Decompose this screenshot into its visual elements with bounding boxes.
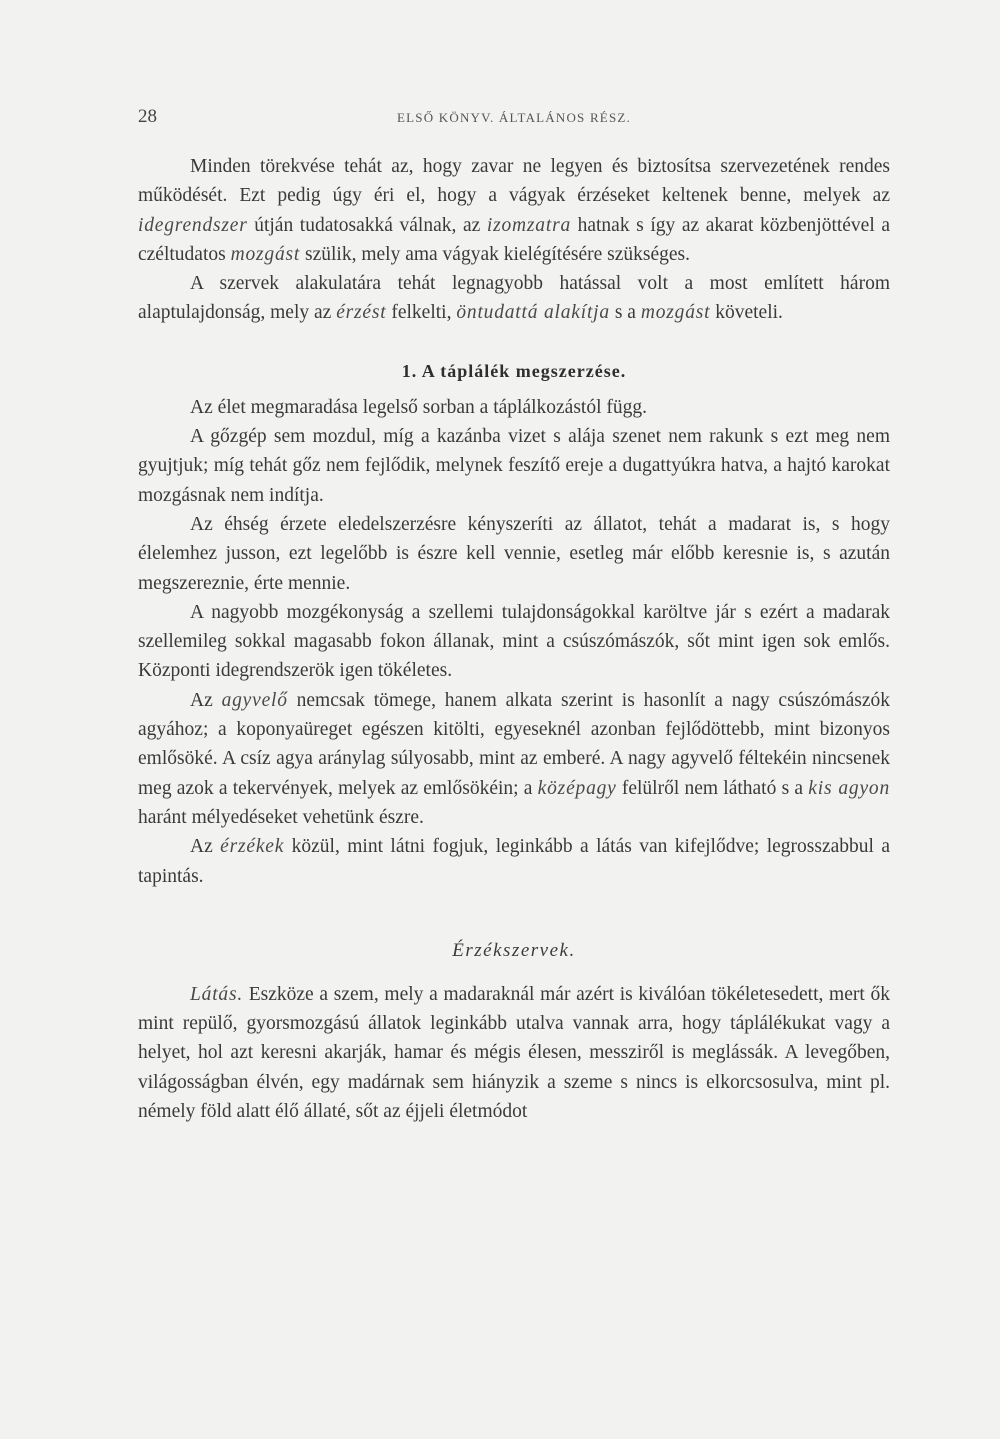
text-run: Minden törekvése tehát az, hogy zavar ne legyen és biztosítsa szervezetének rendes működését. Ezt pedig úgy éri el, hogy a vágyak érzéseket keltenek benne, melyek az	[138, 156, 890, 207]
text-run: felkelti,	[386, 302, 457, 324]
text-run: követeli.	[710, 302, 783, 324]
emphasis: érzést	[336, 302, 387, 324]
emphasis: középagy	[537, 777, 617, 799]
text-run: Eszköze a szem, mely a madaraknál már azért is kiválóan tökéletesedett, mert ők mint repülő, gyorsmozgású állatok leginkább utalva vannak arra, hogy táplálékukat vagy a helyet, hol azt keresni akarják, hamar és mégis élesen, messziről is meglássák. A levegőben, világosságban élvén, egy madárnak sem hiányzik a szeme s nincs is elkorcsosulva, mint pl. némely föld alatt élő állaté, sőt az éjjeli életmódot	[138, 983, 890, 1123]
paragraph: Az éhség érzete eledelszerzésre kényszeríti az állatot, tehát a madarat is, s hogy élelemhez jusson, ezt legelőbb is észre kell vennie, esetleg már előbb keresnie is, s azután megszereznie, érte mennie.	[138, 513, 890, 594]
text-run: közül, mint látni fogjuk, leginkább a látás van kifejlődve; legrosszabbul a tapintás.	[138, 836, 890, 887]
page-header	[138, 106, 890, 136]
text-run: felülről nem látható s a	[616, 777, 809, 799]
text-run: A szervek alakulatára tehát legnagyobb hatással volt a most említett három alaptulajdonság, mely az	[138, 273, 890, 324]
emphasis: érzékek	[220, 836, 285, 858]
text-run: szülik, mely ama vágyak kielégítésére szükséges.	[300, 243, 690, 265]
emphasis: mozgást	[230, 243, 301, 265]
text-run: hatnak s így az akarat közbenjöttével a czéltudatos	[138, 214, 891, 265]
paragraph: A nagyobb mozgékonyság a szellemi tulajdonságokkal karöltve jár s ezért a madarak szellemileg sokkal magasabb fokon állanak, mint a csúszómászók, sőt mint igen sok emlős. Központi idegrendszerök igen tökéletes.	[138, 601, 890, 682]
page-number: 28	[138, 106, 157, 127]
text-run: Az	[190, 836, 221, 858]
subsection-heading: Érzékszervek.	[452, 939, 576, 961]
text-run: s a	[609, 302, 641, 324]
emphasis: Látás.	[190, 983, 244, 1005]
paragraph: A gőzgép sem mozdul, míg a kazánba vizet s alája szenet nem rakunk s ezt meg nem gyujtjuk; míg tehát gőz nem fejlődik, melynek feszítő ereje a dugattyúkra hatva, a hajtó karokat mozgásnak nem indítja.	[138, 426, 890, 506]
emphasis: öntudattá alakítja	[456, 302, 610, 324]
paragraph	[138, 832, 890, 891]
text-run: haránt mélyedéseket vehetünk észre.	[138, 806, 424, 828]
emphasis: idegrendszer	[138, 214, 248, 236]
paragraph	[138, 269, 890, 328]
emphasis: agyvelő	[221, 689, 288, 711]
section-heading: 1. A táplálék megszerzése.	[401, 360, 627, 381]
paragraph	[138, 152, 890, 269]
paragraph: Az élet megmaradása legelső sorban a táplálkozástól függ.	[190, 396, 647, 418]
text-run: útján tudatosakká válnak, az	[247, 214, 487, 236]
text-run: Az	[190, 689, 222, 711]
emphasis: mozgást	[640, 302, 711, 324]
emphasis: kis agyon	[808, 777, 891, 799]
page-body	[138, 152, 890, 1126]
paragraph	[138, 980, 890, 1126]
text-run: nemcsak tömege, hanem alkata szerint is hasonlít a nagy csúszómászók agyához; a koponyaüreget egészen kitölti, egyeseknél azonban fejlődöttebb, mint bizonyos emlősöké. A csíz agya aránylag súlyosabb, mint az emberé. A nagy agyvelő féltekéin nincsenek meg azok a tekervények, melyek az emlősökéin; a	[138, 689, 890, 799]
paragraph	[138, 686, 890, 832]
running-head: ELSŐ KÖNYV. ÁLTALÁNOS RÉSZ.	[397, 110, 631, 125]
emphasis: izomzatra	[486, 214, 572, 236]
